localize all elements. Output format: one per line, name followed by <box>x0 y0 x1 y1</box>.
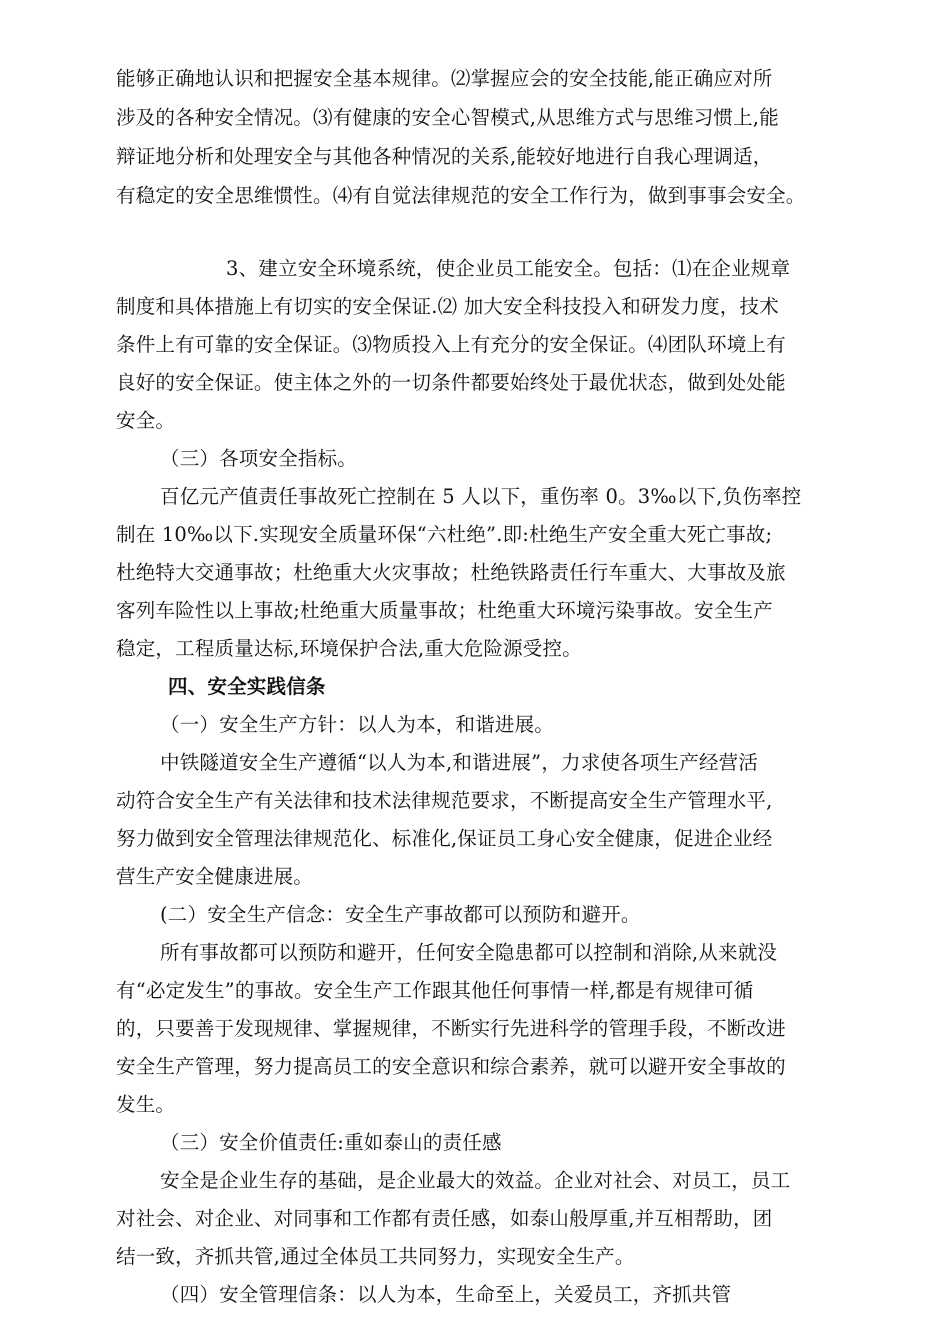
subheading-safety-policy: （一）安全生产方针：以人为本，和谐进展。 <box>160 713 555 736</box>
text-line: 所有事故都可以预防和避开，任何安全隐患都可以控制和消除,从来就没 <box>160 941 778 964</box>
subheading-safety-management: （四）安全管理信条：以人为本，生命至上，关爱员工，齐抓共管 <box>160 1283 732 1306</box>
text-line: 杜绝特大交通事故；杜绝重大火灾事故；杜绝铁路责任行车重大、大事故及旅 <box>116 561 786 584</box>
section-heading-safety-practice: 四、安全实践信条 <box>168 675 326 698</box>
subheading-safety-value: （三）安全价值责任:重如泰山的责任感 <box>160 1131 502 1154</box>
text-line: 有稳定的安全思维惯性。⑷有自觉法律规范的安全工作行为，做到事事会安全。 <box>116 184 806 207</box>
subheading-safety-indicators: （三）各项安全指标。 <box>160 447 358 470</box>
text-line: 安全。 <box>116 409 176 432</box>
text-line: 条件上有可靠的安全保证。⑶物质投入上有充分的安全保证。⑷团队环境上有 <box>116 333 786 356</box>
text-line: 营生产安全健康进展。 <box>116 865 314 888</box>
text-line: 安全生产管理，努力提高员工的安全意识和综合素养，就可以避开安全事故的 <box>116 1055 786 1078</box>
text-line: 能够正确地认识和把握安全基本规律。⑵掌握应会的安全技能,能正确应对所 <box>116 67 773 90</box>
text-line: 良好的安全保证。使主体之外的一切条件都要始终处于最优状态，做到处处能 <box>116 371 786 394</box>
text-line: 辩证地分析和处理安全与其他各种情况的关系,能较好地进行自我心理调适， <box>116 145 773 168</box>
text-line: 稳定，工程质量达标,环境保护合法,重大危险源受控。 <box>116 637 582 660</box>
text-line: 动符合安全生产有关法律和技术法律规范要求，不断提高安全生产管理水平, <box>116 789 773 812</box>
text-line: 努力做到安全管理法律规范化、标准化,保证员工身心安全健康，促进企业经 <box>116 827 773 850</box>
text-line: 有“必定发生”的事故。安全生产工作跟其他任何事情一样,都是有规律可循 <box>116 979 754 1002</box>
text-line: 对社会、对企业、对同事和工作都有责任感，如泰山般厚重,并互相帮助，团 <box>116 1207 773 1230</box>
text-line: 中铁隧道安全生产遵循“以人为本,和谐进展”，力求使各项生产经营活 <box>160 751 759 774</box>
text-line: 发生。 <box>116 1093 176 1116</box>
text-line: 客列车险性以上事故;杜绝重大质量事故；杜绝重大环境污染事故。安全生产 <box>116 599 773 622</box>
subheading-safety-belief: (二）安全生产信念：安全生产事故都可以预防和避开。 <box>160 903 641 926</box>
text-line: 涉及的各种安全情况。⑶有健康的安全心智模式,从思维方式与思维习惯上,能 <box>116 106 779 129</box>
text-line: 的，只要善于发现规律、掌握规律，不断实行先进科学的管理手段，不断改进 <box>116 1017 786 1040</box>
section-3-environment: 3、建立安全环境系统，使企业员工能安全。包括：⑴在企业规章 <box>226 257 791 280</box>
text-line: 制度和具体措施上有切实的安全保证.⑵ 加大安全科技投入和研发力度，技术 <box>116 295 779 318</box>
text-line: 百亿元产值责任事故死亡控制在 5 人以下，重伤率 0。3‰以下,负伤率控 <box>160 485 802 508</box>
text-line: 安全是企业生存的基础，是企业最大的效益。企业对社会、对员工，员工 <box>160 1169 791 1192</box>
text-line: 结一致，齐抓共管,通过全体员工共同努力，实现安全生产。 <box>116 1245 635 1268</box>
text-line: 制在 10‰以下.实现安全质量环保“六杜绝”.即:杜绝生产安全重大死亡事故; <box>116 523 773 546</box>
